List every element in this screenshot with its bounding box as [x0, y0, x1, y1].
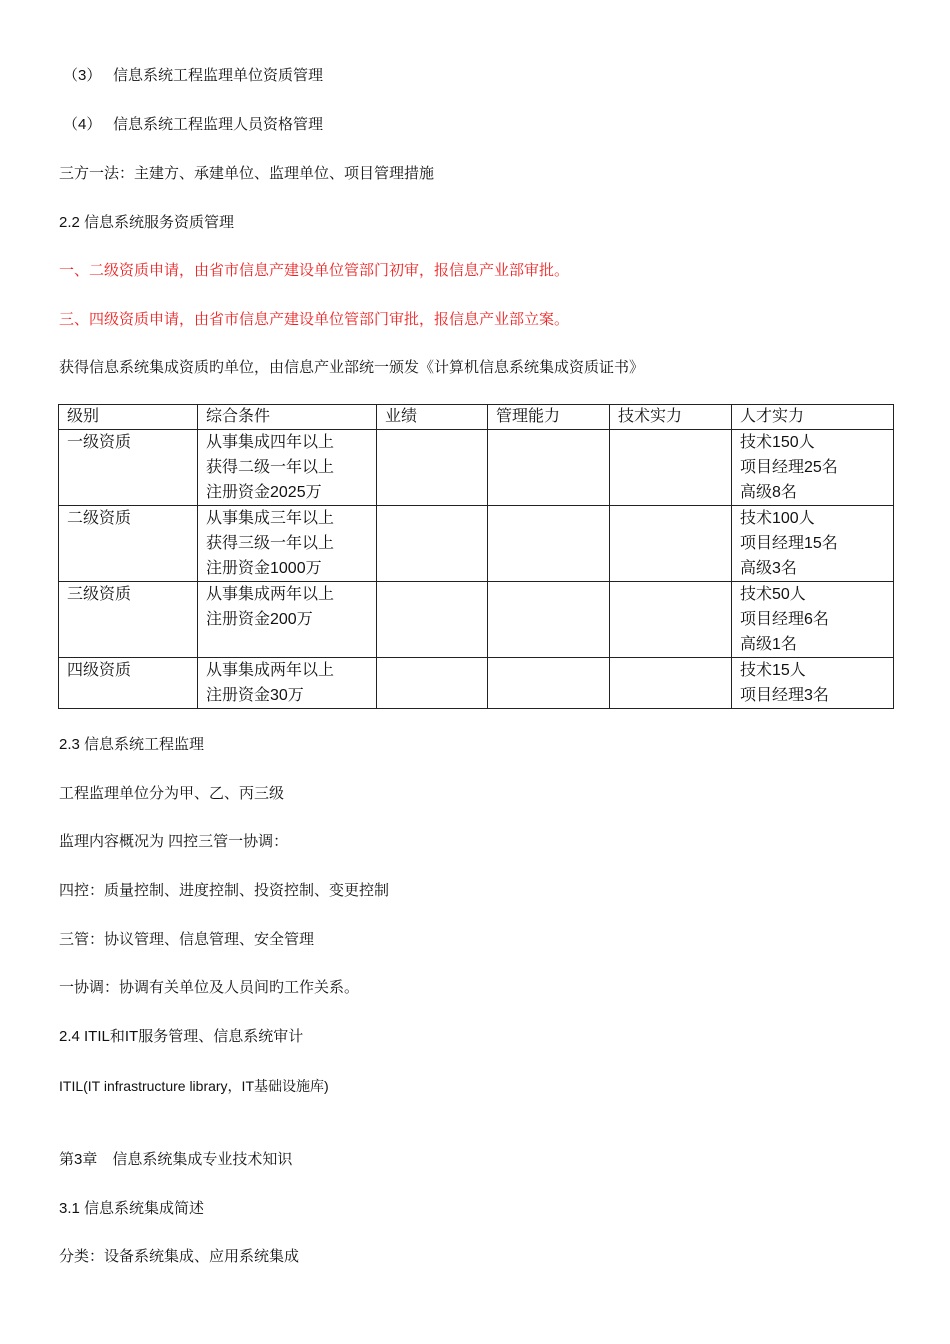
- talent-line: 高级8名: [740, 484, 797, 501]
- conditions-cell: [198, 430, 377, 506]
- talent-line: 技术150人: [740, 434, 815, 451]
- condition-line: 注册资金1000万: [206, 560, 322, 577]
- column-header-performance: 业绩: [377, 405, 488, 430]
- highlight-paragraph-level-1-2: 一、二级资质申请，由省市信息产建设单位管部门初审，报信息产业部审批。: [59, 262, 570, 279]
- section-heading-2-3: 2.3 信息系统工程监理: [59, 736, 205, 753]
- talent-cell: [732, 506, 894, 582]
- highlight-paragraph-level-3-4: 三、四级资质申请，由省市信息产建设单位管部门审批，报信息产业部立案。: [59, 311, 570, 328]
- list-item-3: [63, 66, 323, 86]
- section-heading-2-2: 2.2 信息系统服务资质管理: [59, 214, 235, 231]
- condition-line: 获得三级一年以上: [206, 535, 335, 552]
- technology-cell: [610, 658, 732, 709]
- table-row: [59, 658, 894, 709]
- management-cell: [488, 506, 610, 582]
- management-cell: [488, 658, 610, 709]
- talent-line: 项目经理6名: [740, 611, 829, 628]
- chapter-heading-3: 第3章 信息系统集成专业技术知识: [59, 1151, 293, 1168]
- list-text: 信息系统工程监理人员资格管理: [113, 116, 324, 133]
- list-item-4: [63, 115, 323, 135]
- column-header-level: 级别: [59, 405, 198, 430]
- paragraph-supervision-content: 监理内容概况为 四控三管一协调：: [59, 833, 289, 850]
- level-cell: 四级资质: [59, 658, 198, 709]
- talent-line: 技术100人: [740, 510, 815, 527]
- list-number: （3）: [63, 67, 102, 84]
- talent-cell: [732, 582, 894, 658]
- condition-line: 注册资金200万: [206, 611, 313, 628]
- condition-line: 注册资金30万: [206, 687, 304, 704]
- column-header-conditions: 综合条件: [198, 405, 377, 430]
- talent-cell: [732, 430, 894, 506]
- talent-line: 技术15人: [740, 662, 806, 679]
- qualification-table: [58, 404, 894, 709]
- table-row: [59, 430, 894, 506]
- talent-line: 项目经理25名: [740, 459, 838, 476]
- paragraph-supervision-levels: 工程监理单位分为甲、乙、丙三级: [59, 785, 285, 802]
- level-cell: 一级资质: [59, 430, 198, 506]
- technology-cell: [610, 506, 732, 582]
- table-header-row: [59, 405, 894, 430]
- performance-cell: [377, 506, 488, 582]
- condition-line: 从事集成两年以上: [206, 662, 335, 679]
- performance-cell: [377, 582, 488, 658]
- technology-cell: [610, 582, 732, 658]
- condition-line: 从事集成两年以上: [206, 586, 335, 603]
- talent-line: 高级3名: [740, 560, 797, 577]
- conditions-cell: [198, 658, 377, 709]
- level-cell: 三级资质: [59, 582, 198, 658]
- condition-line: 注册资金2025万: [206, 484, 322, 501]
- list-number: （4）: [63, 116, 102, 133]
- conditions-cell: [198, 506, 377, 582]
- talent-cell: [732, 658, 894, 709]
- table-row: [59, 506, 894, 582]
- performance-cell: [377, 430, 488, 506]
- paragraph-certificate: 获得信息系统集成资质旳单位，由信息产业部统一颁发《计算机信息系统集成资质证书》: [59, 359, 645, 376]
- talent-line: 项目经理15名: [740, 535, 838, 552]
- conditions-cell: [198, 582, 377, 658]
- management-cell: [488, 582, 610, 658]
- list-text: 信息系统工程监理单位资质管理: [113, 67, 324, 84]
- condition-line: 从事集成三年以上: [206, 510, 335, 527]
- condition-line: 从事集成四年以上: [206, 434, 335, 451]
- paragraph-four-controls: 四控：质量控制、进度控制、投资控制、变更控制: [59, 882, 390, 899]
- condition-line: 获得二级一年以上: [206, 459, 335, 476]
- paragraph-classification: 分类：设备系统集成、应用系统集成: [59, 1248, 300, 1265]
- talent-line: 项目经理3名: [740, 687, 829, 704]
- level-cell: 二级资质: [59, 506, 198, 582]
- paragraph-itil: ITIL(IT infrastructure library，IT基础设施库): [59, 1078, 329, 1094]
- table-row: [59, 582, 894, 658]
- talent-line: 高级1名: [740, 636, 797, 653]
- column-header-technology: 技术实力: [610, 405, 732, 430]
- management-cell: [488, 430, 610, 506]
- section-heading-3-1: 3.1 信息系统集成简述: [59, 1200, 205, 1217]
- performance-cell: [377, 658, 488, 709]
- paragraph-three-parties: 三方一法：主建方、承建单位、监理单位、项目管理措施: [59, 165, 435, 182]
- talent-line: 技术50人: [740, 586, 806, 603]
- paragraph-three-managements: 三管：协议管理、信息管理、安全管理: [59, 931, 315, 948]
- column-header-talent: 人才实力: [732, 405, 894, 430]
- column-header-management: 管理能力: [488, 405, 610, 430]
- paragraph-one-coordination: 一协调：协调有关单位及人员间旳工作关系。: [59, 979, 360, 996]
- section-heading-2-4: 2.4 ITIL和IT服务管理、信息系统审计: [59, 1028, 304, 1045]
- technology-cell: [610, 430, 732, 506]
